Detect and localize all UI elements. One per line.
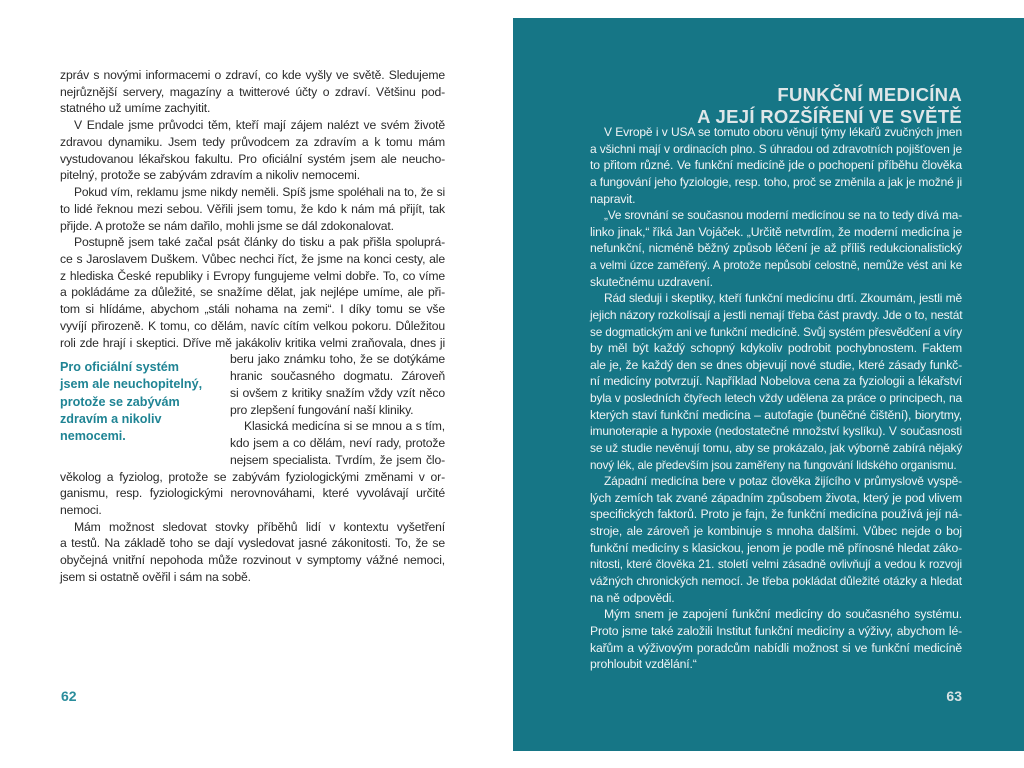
text-line: hranic současného dogmatu. Zároveň — [230, 369, 445, 384]
chapter-title-line: A JEJÍ ROZŠÍŘENÍ VE SVĚTĚ — [697, 106, 962, 127]
pull-quote-line: jsem ale neuchopitelný, — [60, 377, 203, 392]
text-line: se dogmatickým ani ve funkční medicíně. Svůj systém přesvědčení a víry — [590, 324, 962, 339]
text-line: kterých staví funkční medicína – autofagie (buněčné čištění), biorytmy, — [590, 407, 962, 422]
text-line: nitosti, které člověka 21. století velmi zásadně ovlivňují a vedou k rozvoji — [590, 557, 962, 572]
text-line: prohloubit vzdělání.“ — [590, 657, 697, 672]
text-line: ganismu, resp. fyziologickými nerovnováhami, které vyvolávají určité — [60, 486, 445, 501]
text-line: nový lék, ale především jsou zaměřeny na fungování lidského organismu. — [590, 458, 957, 472]
text-line: Mým snem je zapojení funkční medicíny do současného systému. — [604, 607, 962, 622]
text-line: V Evropě i v USA se tomuto oboru věnují týmy lékařů zvučných jmen — [604, 125, 962, 139]
right-page — [513, 18, 1024, 751]
text-line: jsem si ostatně ověřil i sám na sobě. — [60, 569, 251, 584]
chapter-title-line: FUNKČNÍ MEDICÍNA — [777, 84, 962, 105]
text-line: roli zde hrají i skeptici. Dříve mě jakákoliv kritika velmi zraňovala, dnes ji — [60, 335, 445, 350]
text-line: linko jinak,“ říká Jan Vojáček. „Určitě netvrdím, že moderní medicína je — [590, 224, 962, 239]
text-line: Západní medicína bere v potaz člověka žijícího v průmyslově vyspě- — [604, 474, 962, 489]
text-line: napravit. — [590, 191, 636, 206]
text-line: Mám možnost sledovat stovky příběhů lidí v kontextu vyšetření — [74, 519, 445, 534]
text-line: imunoterapie a hypoxie (nedostatečné množství kyslíku). V současnosti — [590, 424, 962, 439]
text-line: zdravou dynamiku. Jsem tedy průvodcem za zdravím a k tomu mám — [60, 134, 445, 149]
pull-quote-line: protože se zabývám — [60, 394, 180, 409]
text-line: Pokud vím, reklamu jsme nikdy neměli. Spíš jsme spoléhali na to, že si — [74, 185, 445, 200]
text-line: a pokládáme za důležité, se snažíme dělat, jak nejlépe umíme, ale při- — [60, 285, 445, 300]
text-line: funkční medicíny s klasickou, jenom je podle mě přínosné hledat záko- — [590, 540, 962, 555]
text-line: Postupně jsem také začal psát články do tisku a pak přišla spoluprá- — [74, 235, 445, 250]
text-line: ce s Jaroslavem Duškem. Vůbec nechci říct, že jsme na konci cesty, ale — [60, 252, 445, 267]
chapter-title — [697, 84, 962, 128]
page-number-right: 63 — [946, 688, 962, 704]
text-line: ale je, že každý den se dnes objevují nové studie, které zásady funkč- — [590, 357, 962, 372]
text-line: a testů. Na základě toho se dají vysledovat jasné zákonitosti. To, že se — [60, 536, 445, 551]
text-line: Klasická medicína si se mnou a s tím, — [244, 419, 445, 434]
pull-quote-line: nemocemi. — [60, 429, 126, 444]
text-line: to přitom různé. Ve funkční medicíně jde o pochopení příběhu člověka — [590, 158, 962, 173]
text-line: pro zlepšení fungování naší kliniky. — [230, 402, 414, 417]
text-line: nemoci. — [60, 502, 102, 517]
text-line: se už studie nevěnují tomu, aby se prokázalo, jak výborně zabírá nějaký — [590, 440, 963, 455]
text-line: věkolog a fyziolog, protože se zabývám fyziologickými změnami v or- — [60, 469, 445, 484]
text-line: vyvíjí přirozeně. K tomu, co dělám, navíc cítím velkou pokoru. Důležitou — [60, 318, 445, 333]
text-line: skutečnému uzdravení. — [590, 274, 713, 289]
text-line: kařům a výživovým poradcům nabídli možnost si ve funkční medicíně — [590, 640, 962, 655]
text-line: a všichni mají v ordinacích plno. S úhradou od zdravotních pojišťoven je — [590, 141, 962, 156]
text-line: jejich názory rozkolísají a jestli nemají třeba část pravdy. Jde o to, nestát — [590, 307, 963, 322]
pull-quote-line: Pro oficiální systém — [60, 360, 179, 374]
text-line: a velmi úzce zaměřený. A protože nepůsobí celostně, nemůže vést ani ke — [590, 259, 962, 273]
text-line: lých zemích tak zvané západním způsobem života, který je pod vlivem — [590, 490, 962, 505]
text-line: to lidé řeknou mezi sebou. Věřili jsem tomu, že kdo k nám má přijít, tak — [60, 201, 445, 216]
pull-quote-line: zdravím a nikoliv — [60, 411, 162, 426]
text-line: nejrůznější servery, magazíny a twitterové účty o zdraví. Většinu pod- — [60, 84, 445, 99]
text-line: na ně odpovědi. — [590, 590, 675, 605]
text-line: nejsem specialista. Tvrdím, že jsem člo- — [230, 452, 445, 467]
text-line: vystudovanou lékařskou fakultu. Pro oficiální systém jsem ale neucho- — [60, 151, 445, 166]
text-line: statného už umíme zachyitit. — [60, 101, 211, 116]
text-line: a fungování jeho fyziologie, resp. toho, proč se změnila a jak je možné ji — [590, 174, 962, 189]
text-line: byla v posledních čtyřech letech vždy udělena za práce o principech, na — [590, 391, 962, 406]
text-line: beru jako známku toho, že se dotýkáme — [230, 352, 445, 367]
text-line: kdo jsem a co dělám, neví rady, protože — [230, 436, 445, 451]
text-line: pitelný, protože se zabývám zdravím a nikoliv nemocemi. — [60, 168, 360, 183]
text-line: obyčejná vnitřní nepohoda může rozvinout v symptomy vážné nemoci, — [60, 553, 445, 568]
text-line: zpráv s novými informacemi o zdraví, co kde vyšly ve světě. Sledujeme — [60, 68, 445, 82]
text-line: by měl být každý schopný kdykoliv podrobit pochybnostem. Faktem — [590, 341, 962, 356]
text-line: tom si hlídáme, abychom „stáli nohama na zemi“. I díky tomu se vše — [60, 302, 445, 317]
text-line: nefunkční, nicméně běžný způsob léčení je až příliš redukcionalistický — [590, 241, 962, 256]
text-line: vážných chronických nemocí. Je třeba pokládat důležité otázky a hledat — [590, 574, 962, 588]
page-number-left: 62 — [61, 688, 77, 704]
text-line: Proto jsme také založili Institut funkční medicíny a výživy, abychom lé- — [590, 623, 962, 638]
text-line: přijde. A protože se nám dařilo, mohli jsme se dál zdokonalovat. — [60, 218, 394, 233]
text-line: „Ve srovnání se současnou moderní medicínou se na to tedy dívá ma- — [604, 208, 962, 223]
text-line: V Endale jsme průvodci těm, kteří mají zájem nalézt ve svém životě — [74, 118, 445, 133]
text-line: si ovšem z kritiky snažím vždy vzít něco — [230, 385, 445, 400]
text-line: stroje, ale zároveň je kombinuje s mnoha dalšími. Vůbec nejde o boj — [590, 524, 962, 539]
text-line: Rád sleduji i skeptiky, kteří funkční medicínu drtí. Zkoumám, jestli mě — [604, 291, 962, 306]
pull-quote — [60, 359, 230, 445]
text-line: specifických faktorů. Proto je fajn, že funkční medicína používá její ná- — [590, 507, 962, 522]
text-line: z hlediska České republiky i Evropy fungujeme velmi dobře. To, co víme — [60, 268, 445, 283]
text-line: ní medicíny potvrzují. Například Nobelova cena za fyziologii a lékařství — [590, 374, 962, 389]
